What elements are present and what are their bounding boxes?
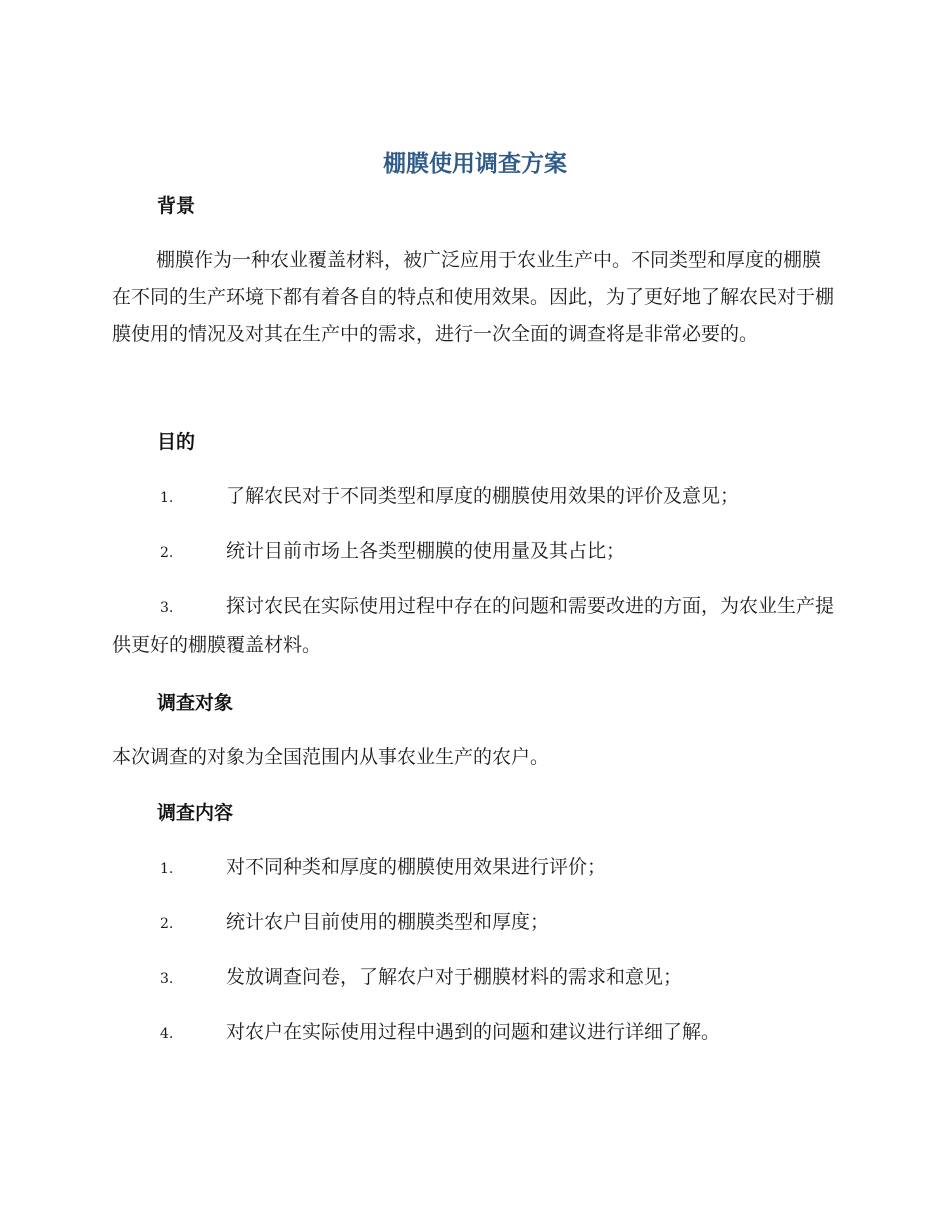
content-item (112, 904, 834, 943)
list-number: 2. (160, 545, 174, 561)
list-number: 4. (160, 1026, 174, 1042)
list-number: 1. (160, 490, 174, 506)
content-item (112, 959, 834, 998)
list-item-text: 统计农户目前使用的棚膜类型和厚度； (226, 911, 550, 933)
list-item-text: 发放调查问卷，了解农户对于棚膜材料的需求和意见； (226, 966, 683, 988)
list-item-text: 统计目前市场上各类型棚膜的使用量及其占比； (226, 540, 626, 562)
list-item-text: 了解农民对于不同类型和厚度的棚膜使用效果的评价及意见； (226, 485, 740, 507)
purpose-item (112, 588, 834, 664)
list-number: 1. (160, 861, 174, 877)
list-number: 3. (160, 600, 174, 616)
section-heading-subjects: 调查对象 (157, 692, 234, 714)
background-paragraph: 棚膜作为一种农业覆盖材料，被广泛应用于农业生产中。不同类型和厚度的棚膜在不同的生产环境下都有着各自的特点和使用效果。因此，为了更好地了解农民对于棚膜使用的情况及对其在生产中的需求，进行一次全面的调查将是非常必要的。 (112, 249, 835, 345)
list-item-text: 对农户在实际使用过程中遇到的问题和建议进行详细了解。 (226, 1021, 721, 1043)
purpose-item (112, 478, 834, 517)
section-heading-purpose: 目的 (157, 431, 196, 453)
document-title: 棚膜使用调查方案 (383, 151, 567, 177)
purpose-item (112, 533, 834, 572)
content-item (112, 1014, 834, 1053)
subjects-paragraph: 本次调查的对象为全国范围内从事农业生产的农户。 (112, 746, 550, 768)
list-item-text: 对不同种类和厚度的棚膜使用效果进行评价； (226, 856, 607, 878)
list-number: 2. (160, 916, 174, 932)
list-item-text: 探讨农民在实际使用过程中存在的问题和需要改进的方面，为农业生产提供更好的棚膜覆盖材料。 (112, 595, 835, 656)
section-heading-content: 调查内容 (157, 802, 234, 824)
content-item (112, 849, 834, 888)
section-heading-background: 背景 (157, 195, 196, 217)
list-number: 3. (160, 971, 174, 987)
